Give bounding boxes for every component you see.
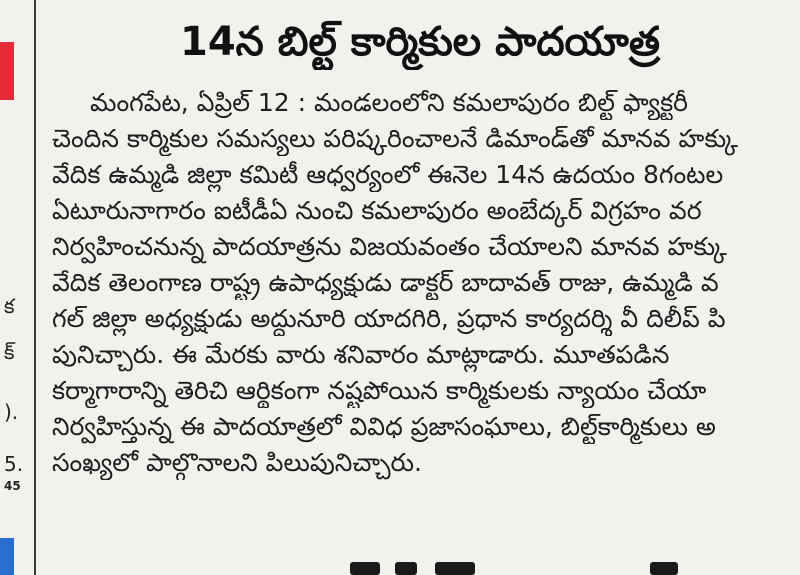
article-line: ఏటూరునాగారం ఐటీడీఏ నుంచి కమలాపురం అంబేద్కర్ విగ్రహం వర — [52, 196, 702, 225]
cropped-glyph — [395, 562, 417, 575]
article-line: చెందిన కార్మికుల సమస్యలు పరిష్కరించాలనే డిమాండ్‌తో మానవ హక్కు — [52, 124, 738, 153]
article-line: సంఖ్యలో పాల్గొనాలని పిలుపునిచ్చారు. — [52, 448, 422, 477]
article-line: గల్ జిల్లా అధ్యక్షుడు అద్దునూరి యాదగిరి, ప్రధాన కార్యదర్శి వీ దిలీప్ పి — [52, 304, 726, 333]
article-line: నిర్వహిస్తున్న ఈ పాదయాత్రలో వివిధ ప్రజాసంఘాలు, బిల్ట్‌కార్మికులు అ — [52, 412, 716, 441]
column-divider — [34, 0, 36, 575]
article-line: వేదిక తెలంగాణ రాష్ట్ర ఉపాధ్యక్షుడు డాక్టర్ బాదావత్ రాజు, ఉమ్మడి వ — [52, 268, 719, 297]
left-column-fragment: ). — [4, 400, 19, 424]
article-line: మంగపేట, ఏప్రిల్ 12 : మండలంలోని కమలాపురం బిల్ట్ ఫ్యాక్టరీ — [90, 88, 688, 117]
left-column-fragment: క్ — [4, 340, 15, 364]
cropped-glyph — [650, 562, 678, 575]
left-column-fragment: 45 — [4, 479, 21, 493]
cropped-glyph — [435, 562, 475, 575]
article-line: వేదిక ఉమ్మడి జిల్లా కమిటీ ఆధ్వర్యంలో ఈనెల 14న ఉదయం 8గంటల — [52, 160, 724, 189]
article-line: నిర్వహించనున్న పాదయాత్రను విజయవంతం చేయాలని మానవ హక్కు — [52, 232, 727, 261]
red-color-block — [0, 42, 14, 100]
article-line: కర్మాగారాన్ని తెరిచి ఆర్థికంగా నష్టపోయిన కార్మికులకు న్యాయం చేయా — [52, 376, 707, 405]
blue-color-block — [0, 538, 14, 575]
cropped-glyph — [350, 562, 380, 575]
left-column-fragment: 5. — [4, 452, 24, 476]
article-headline: 14న బిల్ట్ కార్మికుల పాదయాత్ర — [180, 19, 660, 65]
left-column-fragment: క — [4, 294, 15, 318]
article-line: పునిచ్చారు. ఈ మేరకు వారు శనివారం మాట్లాడారు. మూతపడిన — [52, 340, 670, 369]
next-headline-cropped — [180, 560, 800, 575]
